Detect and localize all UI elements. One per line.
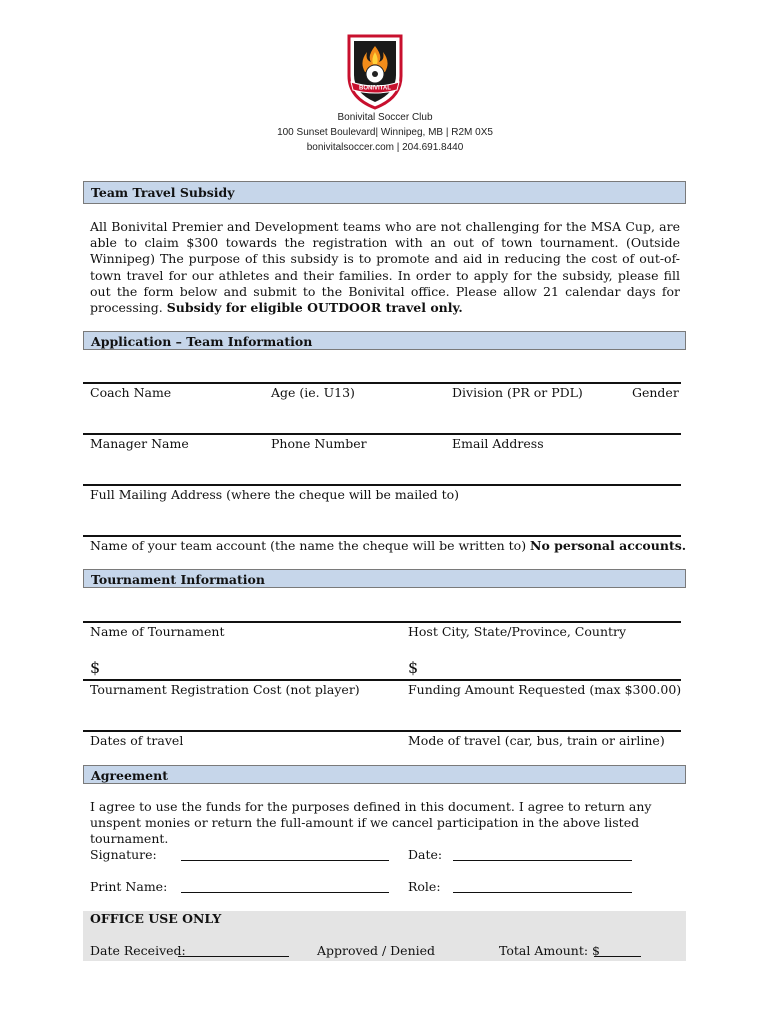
funding-amount-label: Funding Amount Requested (max $300.00) [408, 682, 682, 697]
registration-cost-label: Tournament Registration Cost (not player) [90, 682, 360, 697]
manager-name-label: Manager Name [90, 436, 189, 451]
tournament-name-line[interactable] [83, 621, 681, 623]
section-tournament-information: Tournament Information [83, 569, 686, 588]
role-label: Role: [408, 879, 441, 894]
reg-cost-dollar: $ [90, 658, 101, 677]
office-use-title: OFFICE USE ONLY [90, 911, 222, 926]
mode-of-travel-label: Mode of travel (car, bus, train or airline) [408, 733, 665, 748]
division-label: Division (PR or PDL) [452, 385, 583, 400]
subsidy-bold-note: Subsidy for eligible OUTDOOR travel only. [166, 300, 463, 316]
agreement-text: I agree to use the funds for the purposes defined in this document. I agree to return any unspent monies or return the full-amount if we cancel participation in the above listed tournament. [90, 799, 652, 847]
section-team-information: Application – Team Information [83, 331, 686, 350]
print-name-field[interactable] [181, 892, 389, 893]
total-amount-label: Total Amount: $ [499, 943, 601, 958]
date-label: Date: [408, 847, 443, 862]
signature-label: Signature: [90, 847, 157, 862]
mailing-address-label: Full Mailing Address (where the cheque will be mailed to) [90, 487, 459, 502]
funding-dollar: $ [408, 658, 419, 677]
date-field[interactable] [453, 860, 632, 861]
team-account-note: No personal accounts. [530, 538, 687, 553]
dates-of-travel-label: Dates of travel [90, 733, 184, 748]
org-address: 100 Sunset Boulevard| Winnipeg, MB | R2M 0X5 [277, 127, 493, 138]
org-contact: bonivitalsoccer.com | 204.691.8440 [306, 142, 464, 153]
subsidy-description [90, 219, 680, 316]
phone-label: Phone Number [271, 436, 367, 451]
club-crest-logo [345, 32, 405, 110]
approved-denied-label: Approved / Denied [317, 943, 436, 958]
gender-label: Gender [632, 385, 679, 400]
cost-row-line[interactable] [83, 679, 681, 681]
org-name: Bonivital Soccer Club [337, 112, 433, 123]
crest-text: BONIVITAL [359, 85, 391, 92]
total-amount-field[interactable] [594, 956, 641, 957]
print-name-label: Print Name: [90, 879, 168, 894]
travel-row-line[interactable] [83, 730, 681, 732]
role-field[interactable] [453, 892, 632, 893]
section-agreement: Agreement [83, 765, 686, 784]
coach-name-label: Coach Name [90, 385, 172, 400]
manager-row-line[interactable] [83, 433, 681, 435]
section-team-travel-subsidy: Team Travel Subsidy [83, 181, 686, 204]
tournament-name-label: Name of Tournament [90, 624, 225, 639]
coach-row-line[interactable] [83, 382, 681, 384]
team-account-line[interactable] [83, 535, 681, 537]
team-account-label [90, 538, 686, 553]
signature-field[interactable] [181, 860, 389, 861]
age-label: Age (ie. U13) [271, 385, 355, 400]
subsidy-body: All Bonivital Premier and Development teams who are not challenging for the MSA Cup, are able to claim $300 towards the registration with an out of town tournament. (Outside Winnipeg) The purpose of this subsidy is to promote and aid in reducing the cost of out-of-town travel for our athletes and their families. In order to apply for the subsidy, please fill out the form below and submit to the Bonivital office. Please allow 21 calendar days for processing. [90, 219, 680, 316]
email-label: Email Address [452, 436, 544, 451]
mailing-address-line[interactable] [83, 484, 681, 486]
host-city-label: Host City, State/Province, Country [408, 624, 627, 639]
date-received-label: Date Received: [90, 943, 186, 958]
date-received-field[interactable] [178, 956, 289, 957]
team-account-text: Name of your team account (the name the cheque will be written to) [90, 538, 531, 553]
